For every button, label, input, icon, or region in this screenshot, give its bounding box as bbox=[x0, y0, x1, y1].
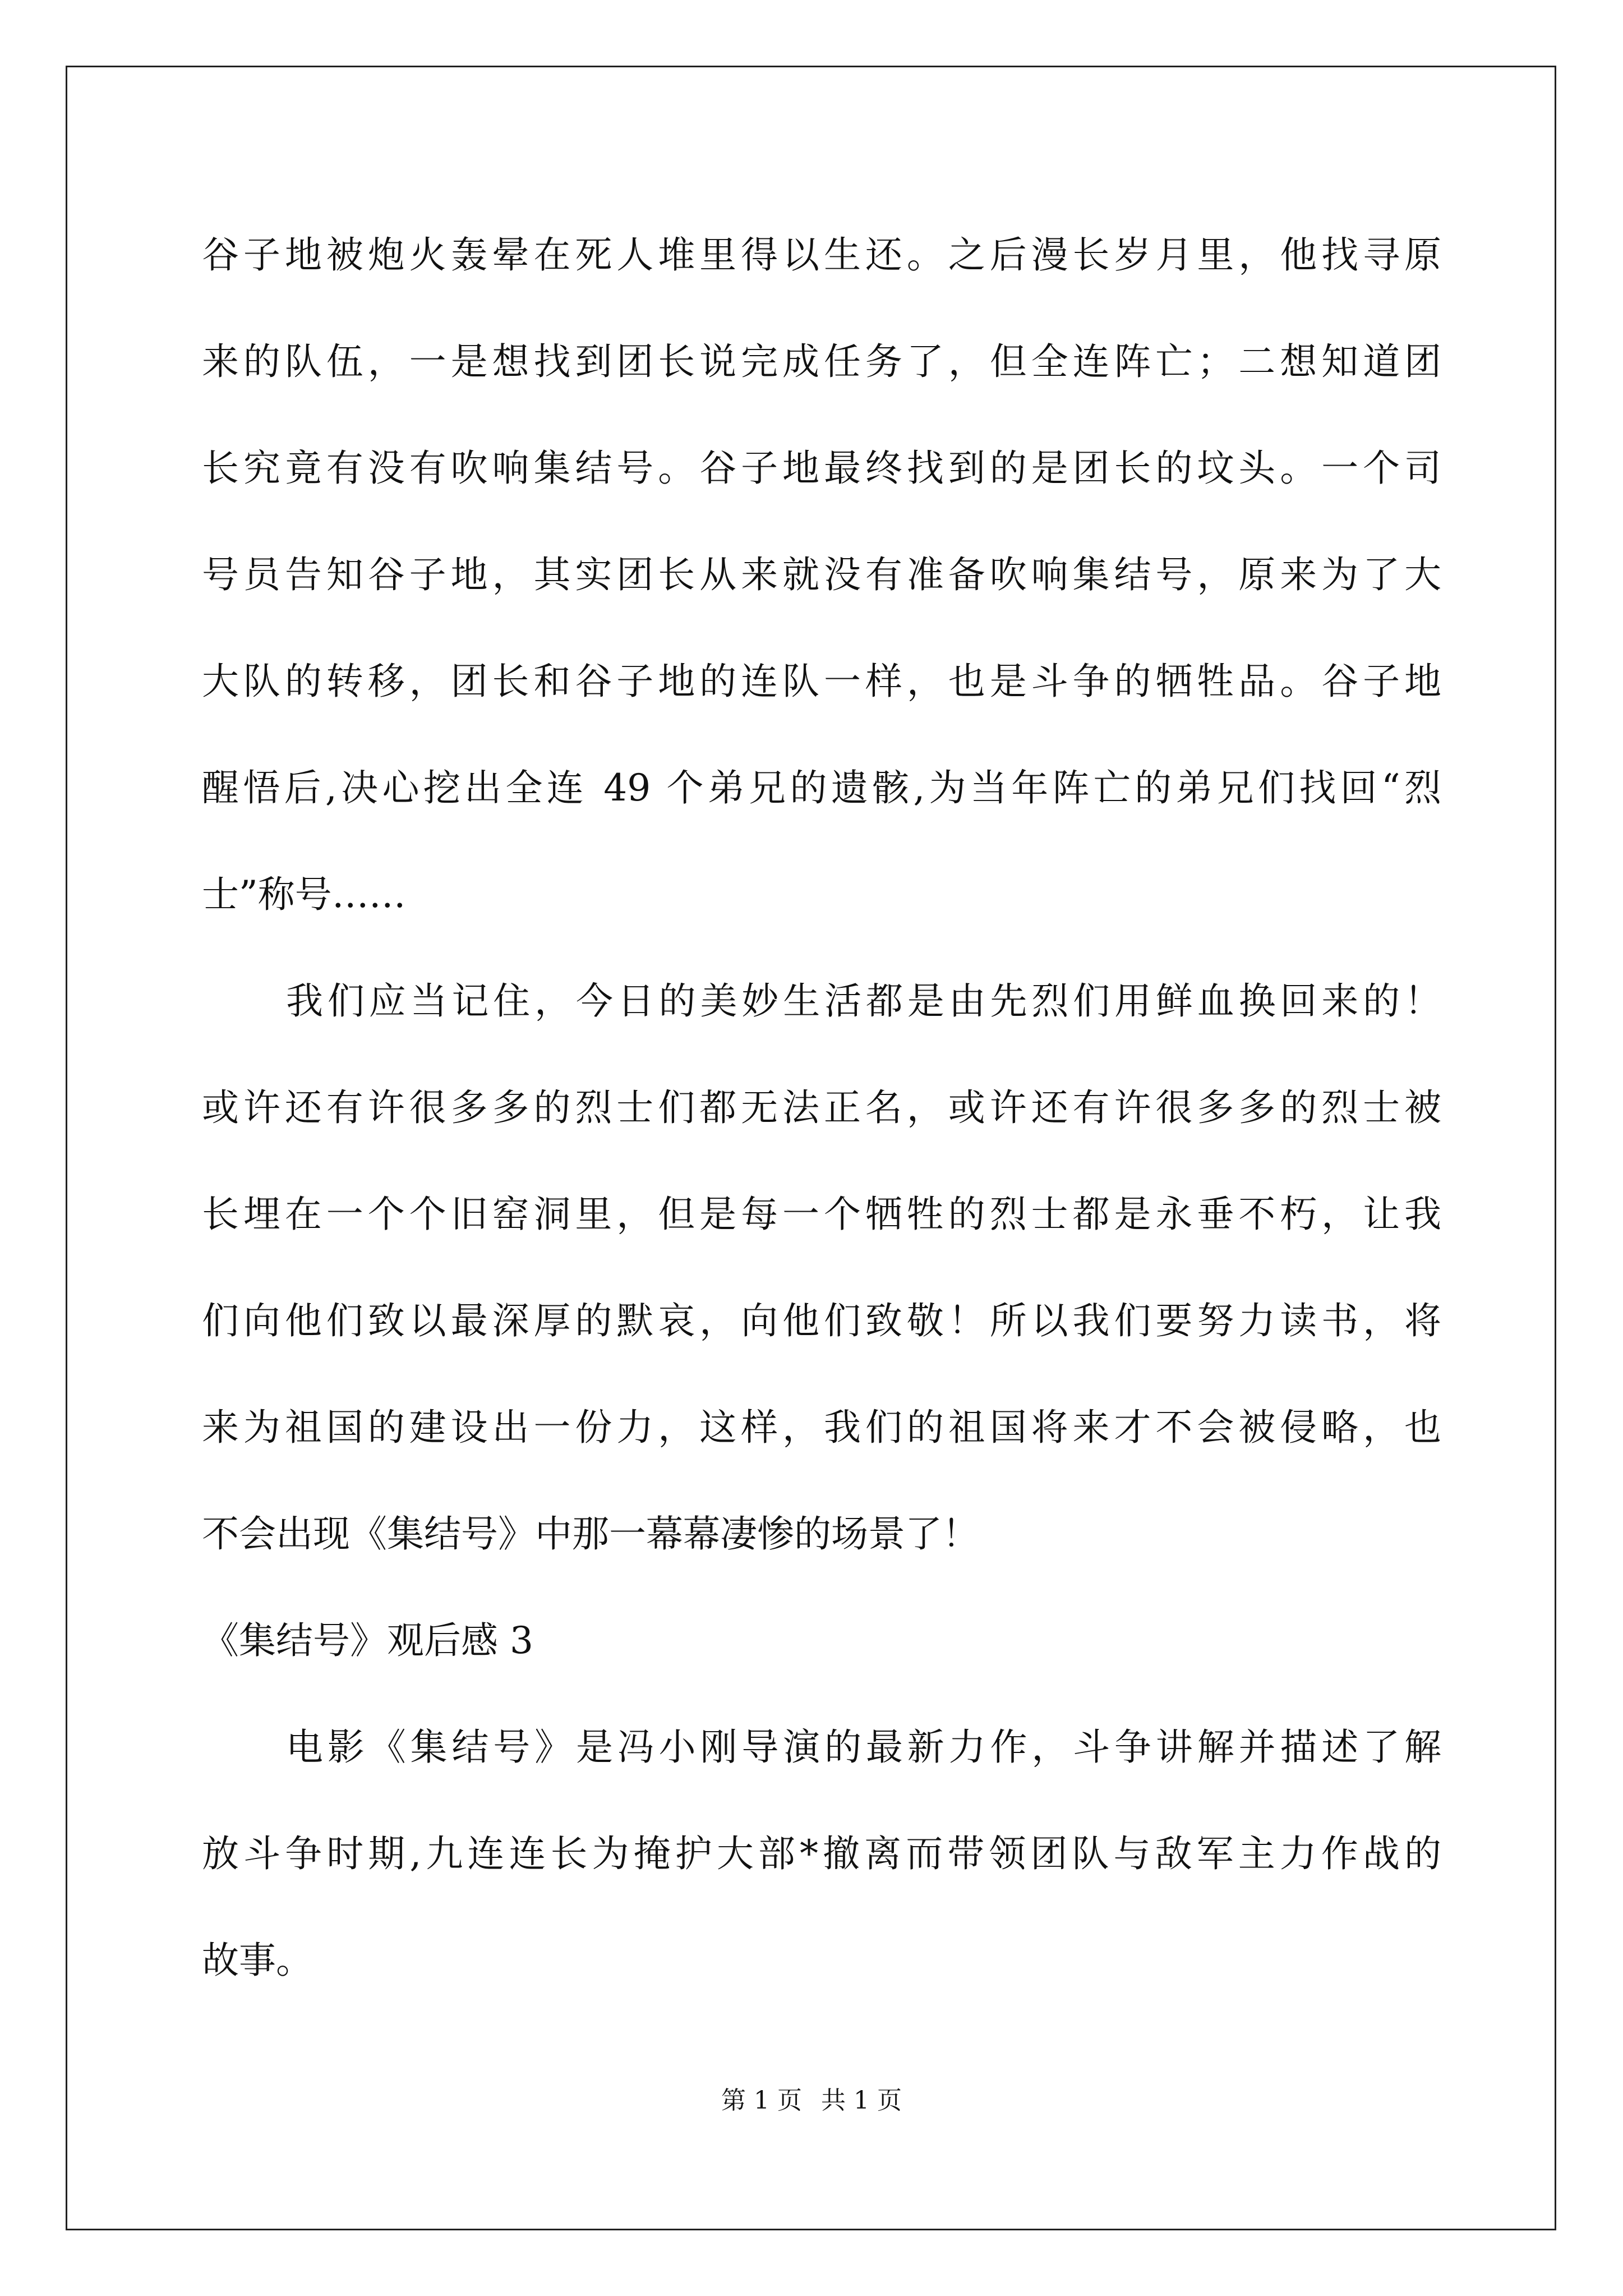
paragraph-line: 故事。 bbox=[202, 1939, 313, 1982]
paragraph-line: 来的队伍，一是想找到团长说完成任务了，但全连阵亡；二想知道团 bbox=[202, 340, 1441, 383]
paragraph-line: 谷子地被炮火轰晕在死人堆里得以生还。之后漫长岁月里，他找寻原 bbox=[202, 233, 1441, 277]
paragraph-line: 大队的转移，团长和谷子地的连队一样，也是斗争的牺牲品。谷子地 bbox=[202, 660, 1441, 703]
paragraph-line: 们向他们致以最深厚的默哀，向他们致敬！所以我们要努力读书，将 bbox=[202, 1299, 1441, 1342]
paragraph-line: 士”称号…… bbox=[202, 873, 406, 916]
paragraph-first-line: 我们应当记住，今日的美妙生活都是由先烈们用鲜血换回来的！ bbox=[286, 979, 1441, 1023]
page-footer bbox=[0, 2084, 1623, 2118]
paragraph-line: 醒悟后,决心挖出全连 49 个弟兄的遗骸,为当年阵亡的弟兄们找回“烈 bbox=[202, 766, 1441, 809]
paragraph-first-line: 电影《集结号》是冯小刚导演的最新力作，斗争讲解并描述了解 bbox=[286, 1726, 1441, 1769]
section-heading: 《集结号》观后感 3 bbox=[202, 1619, 533, 1662]
paragraph-line: 不会出现《集结号》中那一幕幕凄惨的场景了！ bbox=[202, 1512, 979, 1556]
paragraph-line: 放斗争时期,九连连长为掩护大部*撤离而带领团队与敌军主力作战的 bbox=[202, 1832, 1441, 1875]
page-total: 共 1 页 bbox=[821, 2086, 902, 2115]
paragraph-line: 长埋在一个个旧窑洞里，但是每一个牺牲的烈士都是永垂不朽，让我 bbox=[202, 1193, 1441, 1236]
paragraph-line: 或许还有许很多多的烈士们都无法正名，或许还有许很多多的烈士被 bbox=[202, 1086, 1441, 1129]
paragraph-line: 号员告知谷子地，其实团长从来就没有准备吹响集结号，原来为了大 bbox=[202, 553, 1441, 596]
page-number: 第 1 页 bbox=[721, 2086, 802, 2115]
paragraph-line: 来为祖国的建设出一份力，这样，我们的祖国将来才不会被侵略，也 bbox=[202, 1406, 1441, 1449]
paragraph-line: 长究竟有没有吹响集结号。谷子地最终找到的是团长的坟头。一个司 bbox=[202, 447, 1441, 490]
